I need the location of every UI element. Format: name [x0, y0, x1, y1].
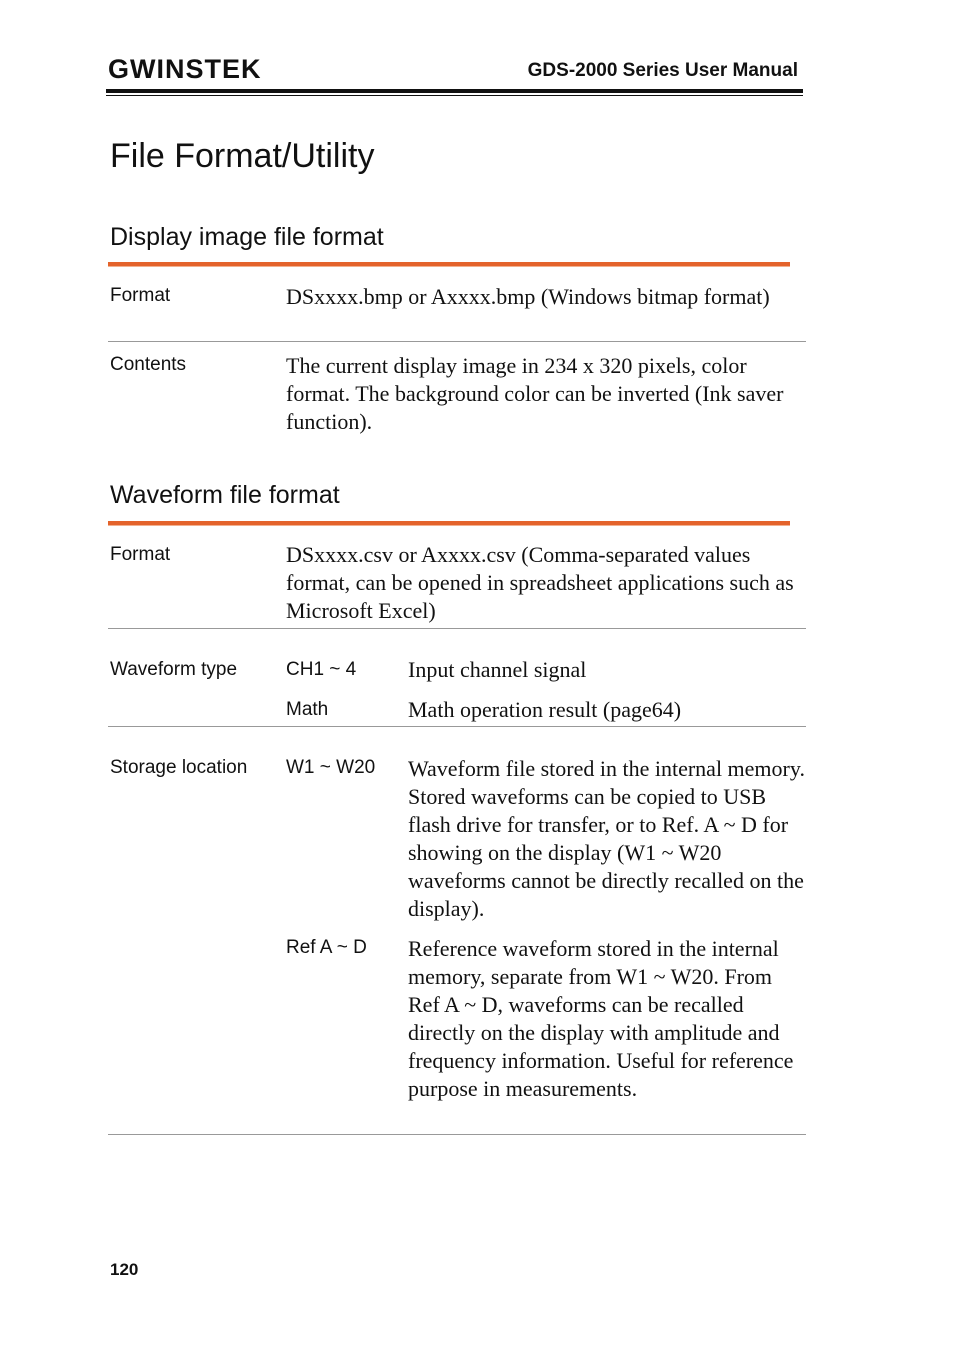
waveform-type-desc: Math operation result (page64)	[408, 697, 682, 722]
storage-desc: Reference waveform stored in the internal memory, separate from W1 ~ W20. From Ref A ~ D, waveforms can be recalled directly on the display with amplitude and frequency information. Useful for reference purpose in measurements.	[408, 936, 794, 1101]
waveform-type-name: Math	[286, 699, 329, 720]
header-rule	[106, 89, 803, 93]
format-label: Format	[110, 544, 171, 565]
svg-text:GWINSTEK: GWINSTEK	[108, 54, 262, 82]
contents-value: The current display image in 234 x 320 pixels, color format. The background color can be inverted (Ink saver function).	[286, 353, 784, 434]
waveform-type-desc: Input channel signal	[408, 657, 587, 682]
gwinstek-logo	[108, 54, 280, 82]
row-divider	[108, 1134, 806, 1135]
section-heading-display-image: Display image file format	[110, 223, 384, 251]
section-underline	[108, 521, 790, 525]
storage-location-label: Storage location	[110, 757, 248, 778]
contents-label: Contents	[110, 354, 187, 375]
row-divider	[108, 341, 806, 342]
storage-desc: Waveform file stored in the internal memory. Stored waveforms can be copied to USB flash drive for transfer, or to Ref. A ~ D for showing on the display (W1 ~ W20 waveforms cannot be directly recalled on the display).	[408, 756, 805, 921]
storage-name: W1 ~ W20	[286, 757, 376, 778]
format-value: DSxxxx.bmp or Axxxx.bmp (Windows bitmap format)	[286, 284, 770, 309]
storage-name: Ref A ~ D	[286, 937, 367, 958]
page-number: 120	[110, 1260, 139, 1279]
waveform-type-name: CH1 ~ 4	[286, 659, 357, 680]
row-divider	[108, 628, 806, 629]
header-rule-thin	[106, 95, 803, 96]
row-divider	[108, 726, 806, 727]
section-underline	[108, 262, 790, 266]
waveform-type-label: Waveform type	[110, 659, 238, 680]
section-heading-waveform: Waveform file format	[110, 481, 340, 509]
format-label: Format	[110, 285, 171, 306]
format-value: DSxxxx.csv or Axxxx.csv (Comma-separated values format, can be opened in spreadsheet applications such as Microsoft Excel)	[286, 542, 794, 623]
page-title: File Format/Utility	[110, 137, 375, 175]
manual-title: GDS-2000 Series User Manual	[527, 60, 798, 81]
